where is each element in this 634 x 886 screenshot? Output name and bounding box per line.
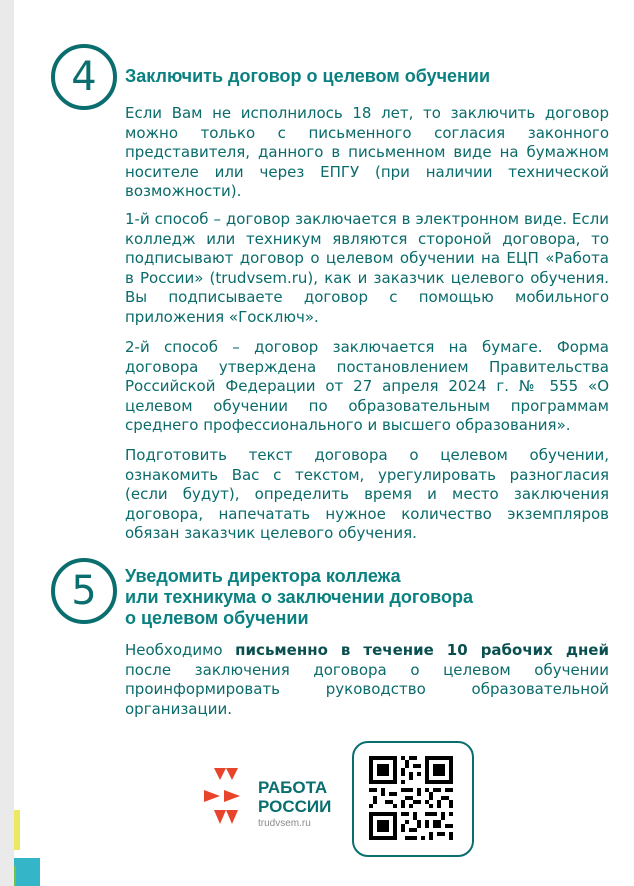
step-5-title-line-2: или техникума о заключении договора [125, 587, 474, 607]
step-4-title: Заключить договор о целевом обучении [125, 66, 491, 86]
step-5-text-end: после заключения договора о целевом обучении проинформировать руководство образовательной организации. [125, 660, 609, 718]
page-left-edge [0, 0, 14, 886]
step-5-title [125, 566, 473, 629]
step-5-title-line-3: о целевом обучении [125, 608, 309, 628]
step-5-text-start: Необходимо [125, 641, 236, 659]
qr-code-frame [352, 741, 474, 857]
logo-line-2: РОССИИ [258, 797, 332, 816]
logo-url: trudvsem.ru [258, 818, 311, 829]
document-page [14, 0, 634, 886]
rabota-rossii-logo-icon [200, 766, 252, 832]
logo-wordmark [258, 778, 331, 816]
qr-code [369, 756, 453, 840]
step-5-number-badge [51, 558, 117, 624]
step-5-number: 5 [71, 568, 97, 614]
step-5-paragraph [125, 641, 609, 719]
logo-line-1: РАБОТА [258, 778, 328, 797]
step-4-number-badge [51, 44, 117, 110]
step-5-title-line-1: Уведомить директора коллежа [125, 566, 401, 586]
step-4-paragraph-2: 1-й способ – договор заключается в электронном виде. Если колледж или техникум являются стороной договора, то подписывают договор о целевом обучении на ЕЦП «Работа в России» (trudvsem.ru), как и заказчик целевого обучения. Вы подписываете договор с помощью мобильного приложения «Госключ». [125, 210, 609, 326]
step-4-number: 4 [71, 54, 97, 100]
step-4-paragraph-4: Подготовить текст договора о целевом обучении, ознакомить Вас с текстом, урегулировать разногласия (если будут), определить время и место заключения договора, напечатать нужное количество экземпляров обязан заказчик целевого обучения. [125, 446, 609, 542]
step-5-text-bold: письменно в течение 10 рабочих дней [235, 641, 609, 659]
decorative-corner-shapes [14, 770, 40, 886]
step-4-paragraph-1: Если Вам не исполнилось 18 лет, то заключить договор можно только с письменного согласия законного представителя, данного в письменном виде на бумажном носителе или через ЕПГУ (при наличии технической возможности). [125, 104, 609, 200]
step-4-paragraph-3: 2-й способ – договор заключается на бумаге. Форма договора утверждена постановлением Правительства Российской Федерации от 27 апреля 2024 г. № 555 «О целевом обучении по образовательным программам среднего профессионального и высшего образования». [125, 338, 609, 434]
